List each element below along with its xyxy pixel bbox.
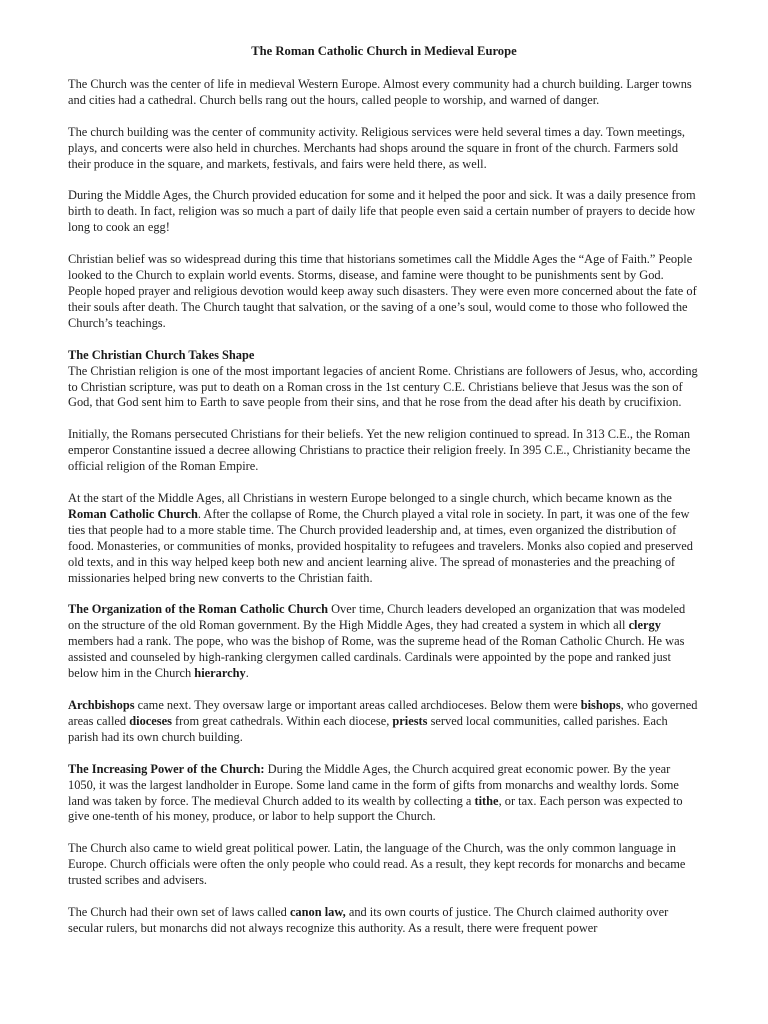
paragraph-7 xyxy=(68,491,700,586)
p12-text-c: and its own courts of justice. The Church claimed authority over secular rulers, but monarchs did not always recognize this authority. As a result, there were frequent power xyxy=(68,905,669,935)
section-heading-christian-church: The Christian Church Takes Shape xyxy=(68,347,255,362)
paragraph-4: Christian belief was so widespread during this time that historians sometimes call the Middle Ages the “Age of Faith.” People looked to the Church to explain world events. Storms, disease, and famine were thought to be punishments sent by God. People hoped prayer and religious devotion would keep away such disasters. They were even more concerned about the fate of their souls after death. The Church taught that salvation, or the saving of a one’s soul, would come to those who followed the Church’s teachings. xyxy=(68,252,697,330)
term-roman-catholic-church: Roman Catholic Church xyxy=(68,506,198,521)
term-archbishops: Archbishops xyxy=(68,698,135,712)
paragraph-organization xyxy=(68,602,700,682)
p8-text-e: . xyxy=(245,666,249,681)
paragraph-6: Initially, the Romans persecuted Christians for their beliefs. Yet the new religion continued to spread. In 313 C.E., the Roman emperor Constantine issued a decree allowing Christians to practice their religion freely. In 395 C.E., Christianity became the official religion of the Roman Empire. xyxy=(68,427,691,474)
paragraph-2: The church building was the center of community activity. Religious services were held several times a day. Town meetings, plays, and concerts were also held in churches. Merchants had shops around the square in front of the church. Farmers sold their produce in the square, and markets, festivals, and fairs were held there, as well. xyxy=(68,124,685,171)
p9-text-h: served local communities, called parishes. Each parish had its own church building. xyxy=(68,713,668,744)
p8-text-c: members had a rank. The pope, who was the bishop of Rome, was the supreme head of the Roman Catholic Church. He was assisted and counseled by high-ranking clergymen called cardinals. Cardinals were appointed by the pope and ranked just below him in the Church xyxy=(68,634,685,681)
document-body xyxy=(68,44,700,953)
paragraph-5: The Christian religion is one of the most important legacies of ancient Rome. Christians are followers of Jesus, who, according to Christian scripture, was put to death on a Roman cross in the 1st century C.E. Christians believe that Jesus was the son of God, that God sent him to Earth to save people from their sins, and that he rose from the dead after his death by crucifixion. xyxy=(68,363,698,410)
section-heading-organization: The Organization of the Roman Catholic Church xyxy=(68,602,328,617)
paragraph-power xyxy=(68,762,700,826)
term-bishops: bishops xyxy=(580,698,621,712)
paragraph-3: During the Middle Ages, the Church provided education for some and it helped the poor and sick. It was a daily presence from birth to death. In fact, religion was so much a part of daily life that people even said a certain number of prayers to decide how long to cook an egg! xyxy=(68,188,696,235)
term-dioceses: dioceses xyxy=(129,713,172,728)
p9-text-f: from great cathedrals. Within each diocese, xyxy=(171,713,393,728)
p8-text-a: Over time, Church leaders developed an organization that was modeled on the structure of the old Roman government. By the High Middle Ages, they had created a system in which all xyxy=(68,602,686,633)
p10-text-c: , or tax. Each person was expected to give one-tenth of his money, produce, or labor to help support the Church. xyxy=(68,793,683,824)
term-canon-law: canon law, xyxy=(289,905,346,920)
p7-text-a: At the start of the Middle Ages, all Christians in western Europe belonged to a single church, which became known as the xyxy=(68,491,672,506)
p7-text-c: . After the collapse of Rome, the Church played a vital role in society. In part, it was one of the few ties that people had to a more stable time. The Church provided leadership and, at times, even organized the distribution of food. Monasteries, or communities of monks, provided hospitality to refugees and travelers. Monks also copied and preserved old texts, and in this way helped keep both new and ancient learning alive. The spread of monasteries and the preaching of missionaries helped bring new converts to the Christian faith. xyxy=(68,506,693,585)
p9-text-b: came next. They oversaw large or important areas called archdioceses. Below them were xyxy=(134,698,581,712)
p10-text-a: During the Middle Ages, the Church acquired great economic power. By the year 1050, it was the largest landholder in Europe. Some land came in the form of gifts from monarchs and wealthy lords. Some land was taken by force. The medieval Church added to its wealth by collecting a xyxy=(68,761,679,808)
section-christian-church xyxy=(68,348,700,412)
document-title: The Roman Catholic Church in Medieval Europe xyxy=(251,44,517,58)
term-hierarchy: hierarchy xyxy=(194,666,246,681)
term-priests: priests xyxy=(392,713,428,728)
paragraph-1: The Church was the center of life in medieval Western Europe. Almost every community had a church building. Larger towns and cities had a cathedral. Church bells rang out the hours, called people to worship, and warned of danger. xyxy=(68,76,692,107)
p9-text-d: , who governed areas called xyxy=(68,698,698,728)
term-clergy: clergy xyxy=(628,618,661,633)
p12-text-a: The Church had their own set of laws called xyxy=(68,905,290,920)
paragraph-11: The Church also came to wield great political power. Latin, the language of the Church, was the only common language in Europe. Church officials were often the only people who could read. As a result, they kept records for monarchs and became trusted scribes and advisers. xyxy=(68,841,686,888)
paragraph-9 xyxy=(68,698,700,746)
paragraph-12 xyxy=(68,905,700,937)
section-heading-power: The Increasing Power of the Church: xyxy=(68,761,265,776)
term-tithe: tithe xyxy=(474,793,499,808)
